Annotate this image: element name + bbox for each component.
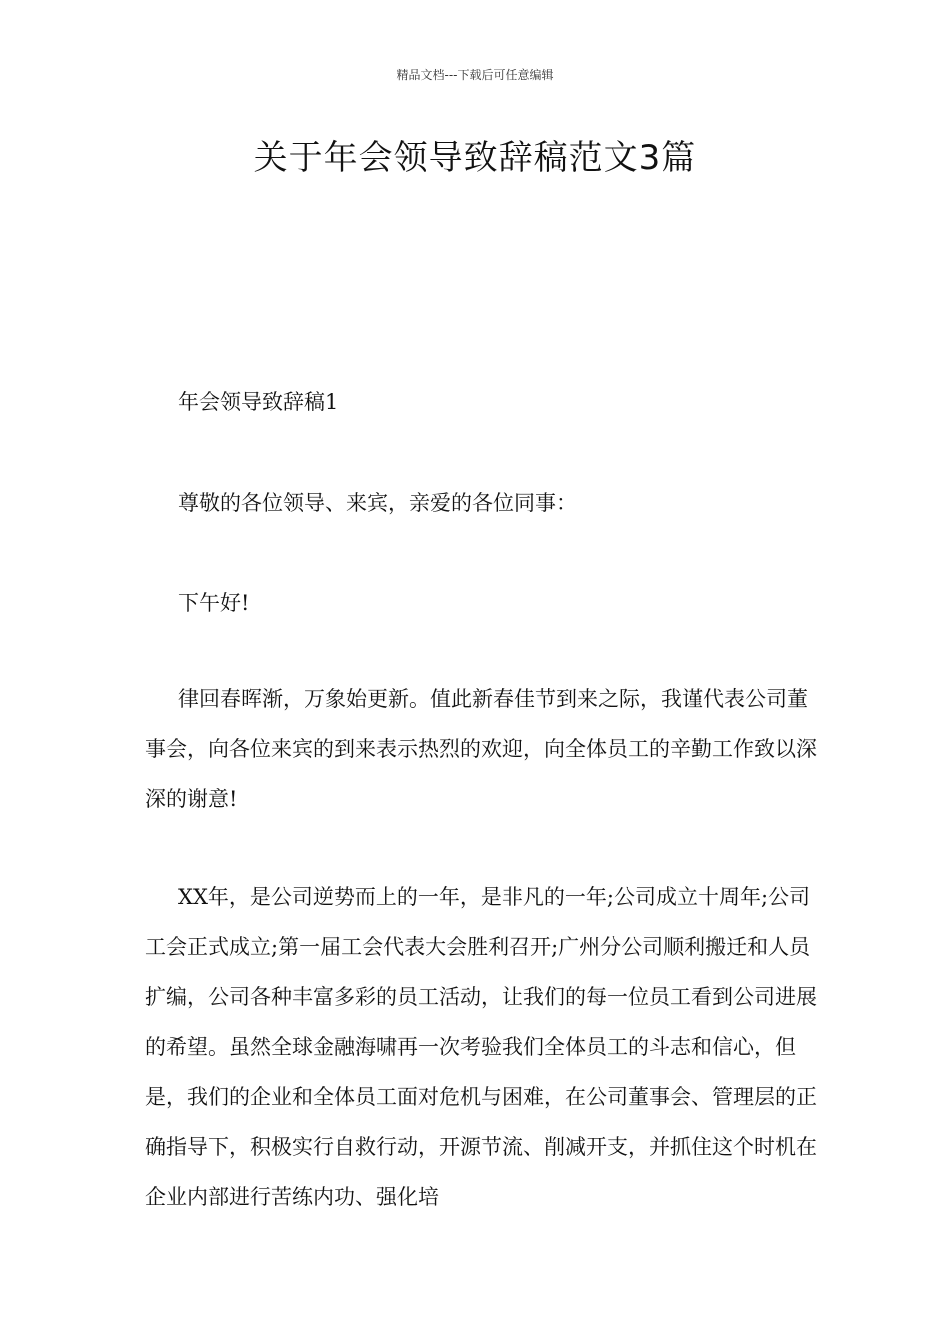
header-note: 精品文档---下载后可任意编辑 xyxy=(396,68,554,82)
document-title: 关于年会领导致辞稿范文3篇 xyxy=(253,138,697,178)
section-heading: 年会领导致辞稿1 xyxy=(178,390,339,414)
paragraph: 律回春晖渐，万象始更新。值此新春佳节到来之际，我谨代表公司董事会，向各位来宾的到来表示热烈的欢迎，向全体员工的辛勤工作致以深深的谢意! xyxy=(145,687,817,811)
greeting-line: 尊敬的各位领导、来宾，亲爱的各位同事： xyxy=(178,491,577,515)
paragraph: XX年，是公司逆势而上的一年，是非凡的一年;公司成立十周年;公司工会正式成立;第一届工会代表大会胜利召开;广州分公司顺利搬迁和人员扩编，公司各种丰富多彩的员工活动，让我们的每一位员工看到公司进展的希望。虽然全球金融海啸再一次考验我们全体员工的斗志和信心，但是，我们的企业和全体员工面对危机与困难，在公司董事会、管理层的正确指导下，积极实行自救行动，开源节流、削减开支，并抓住这个时机在企业内部进行苦练内功、强化培 xyxy=(145,885,817,1209)
salutation-line: 下午好! xyxy=(178,591,250,615)
